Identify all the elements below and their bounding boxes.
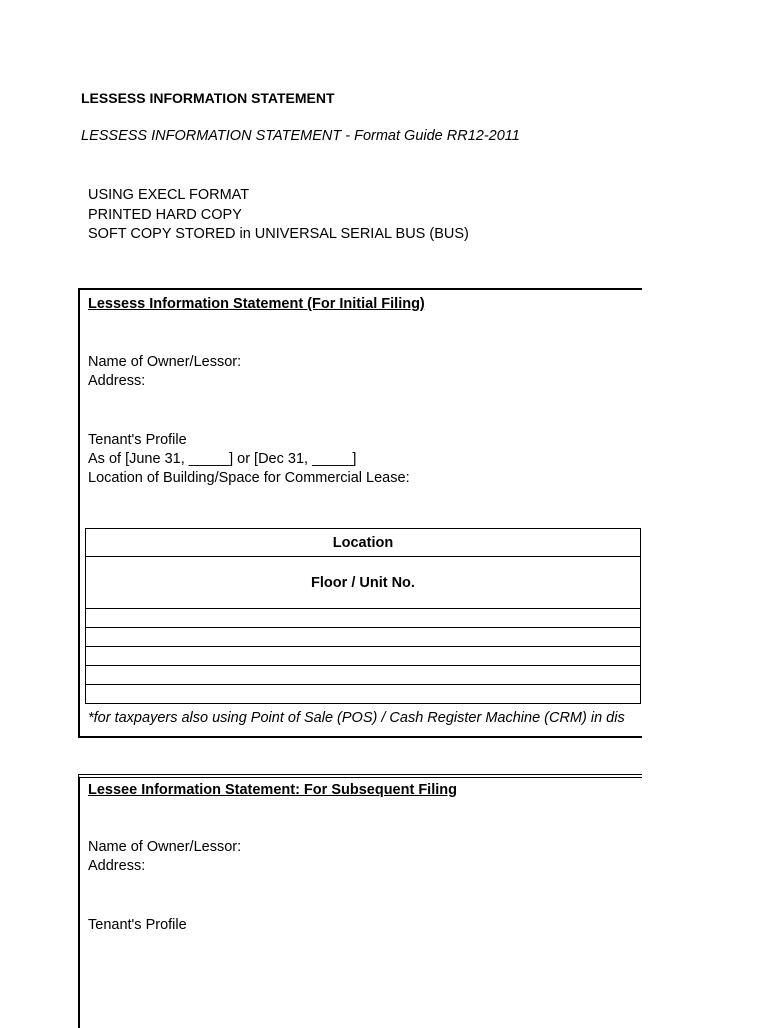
- table-cell[interactable]: [86, 647, 641, 666]
- as-of-label: As of [June 31, _____] or [Dec 31, _____]: [88, 451, 357, 467]
- format-item-hard-copy: PRINTED HARD COPY: [88, 206, 242, 223]
- subsequent-tenant-fields: [88, 916, 187, 935]
- subsequent-filing-section: [78, 774, 642, 1028]
- initial-filing-section: [78, 288, 642, 738]
- table-row: [86, 628, 641, 647]
- location-label: Location of Building/Space for Commercial Lease:: [88, 470, 410, 486]
- table-header-floor-unit: Floor / Unit No.: [86, 557, 641, 609]
- subsequent-owner-fields: [88, 838, 241, 876]
- document-title: LESSESS INFORMATION STATEMENT: [81, 90, 335, 106]
- initial-filing-heading: Lessess Information Statement (For Initial Filing): [88, 296, 425, 312]
- address-label: Address:: [88, 373, 146, 389]
- table-cell[interactable]: [86, 685, 641, 704]
- format-item-soft-copy: SOFT COPY STORED in UNIVERSAL SERIAL BUS (BUS): [88, 226, 469, 242]
- owner-label: Name of Owner/Lessor:: [88, 354, 242, 370]
- subsequent-filing-heading: Lessee Information Statement: For Subsequent Filing: [88, 782, 457, 798]
- format-list: [88, 186, 469, 245]
- format-item-excel: USING EXECL FORMAT: [88, 187, 250, 203]
- pos-footnote: *for taxpayers also using Point of Sale (POS) / Cash Register Machine (CRM) in dis: [88, 710, 625, 726]
- document-subtitle: LESSESS INFORMATION STATEMENT - Format Guide RR12-2011: [81, 128, 520, 144]
- address-label: Address:: [88, 858, 146, 874]
- table-row: [86, 609, 641, 628]
- table-cell[interactable]: [86, 609, 641, 628]
- location-table: [85, 528, 641, 704]
- table-cell[interactable]: [86, 628, 641, 647]
- table-row: [86, 647, 641, 666]
- owner-label: Name of Owner/Lessor:: [88, 839, 242, 855]
- tenant-profile-label: Tenant's Profile: [88, 432, 187, 448]
- table-row: [86, 685, 641, 704]
- tenant-profile-label: Tenant's Profile: [88, 917, 187, 933]
- table-row: [86, 666, 641, 685]
- initial-owner-fields: [88, 353, 241, 391]
- table-cell[interactable]: [86, 666, 641, 685]
- initial-tenant-fields: [88, 431, 410, 488]
- table-header-location: Location: [86, 529, 641, 557]
